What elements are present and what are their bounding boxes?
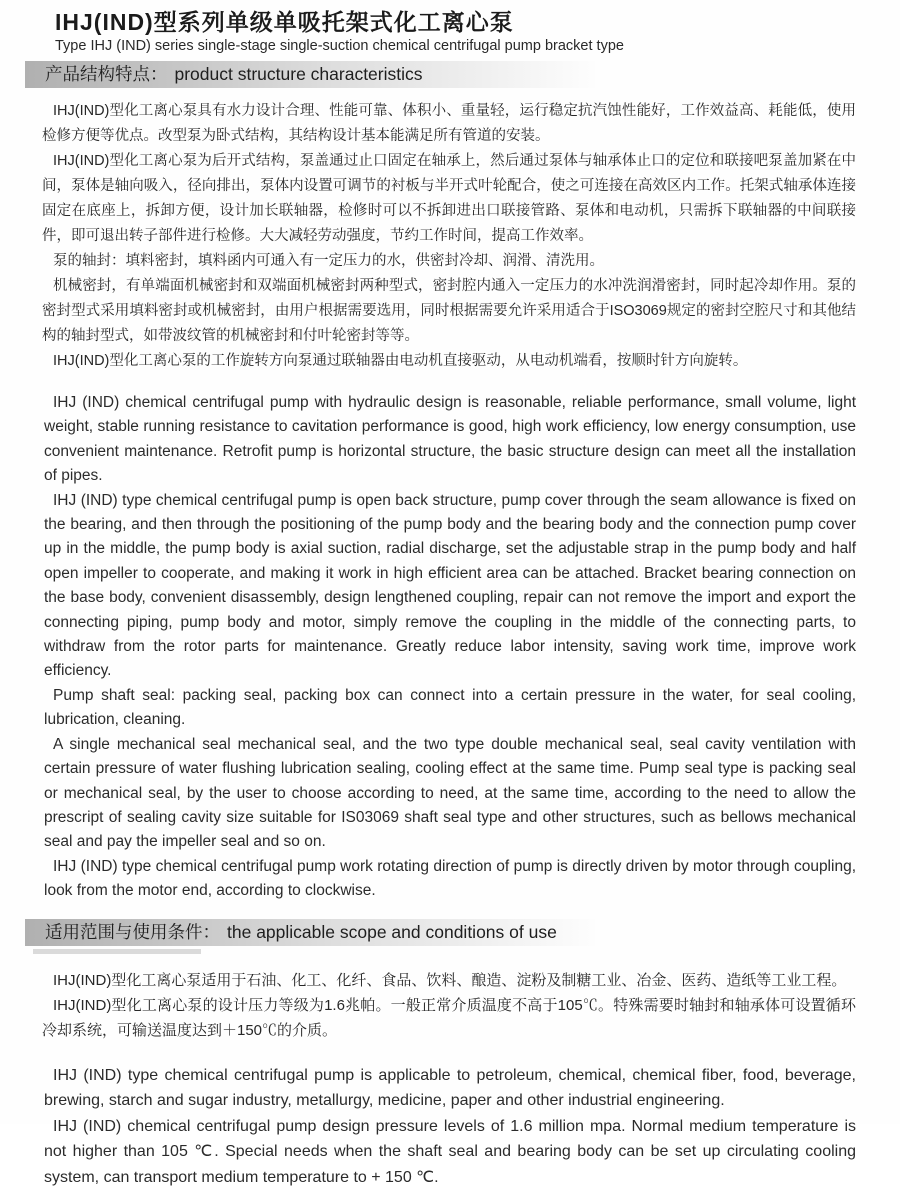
section-heading-zh: 适用范围与使用条件： bbox=[45, 921, 220, 942]
paragraph-en: IHJ (IND) chemical centrifugal pump design pressure levels of 1.6 million mpa. Normal medium temperature is not higher than 105 ℃. Special needs when the shaft seal and bearing body can be set up circulating cooling system, can transport medium temperature to + 150 ℃. bbox=[44, 1117, 856, 1186]
paragraph-zh: IHJ(IND)型化工离心泵具有水力设计合理、性能可靠、体积小、重量轻，运行稳定抗汽蚀性能好，工作效益高、耗能低，使用检修方便等优点。改型泵为卧式结构，其结构设计基本能满足所有管道的安装。 bbox=[42, 103, 856, 144]
english-text-block-scope bbox=[44, 1063, 856, 1191]
chinese-text-block-scope bbox=[42, 968, 856, 1043]
paragraph-zh: IHJ(IND)型化工离心泵为后开式结构，泵盖通过止口固定在轴承上，然后通过泵体与轴承体止口的定位和联接吧泵盖加紧在中间，泵体是轴向吸入，径向排出，泵体内设置可调节的衬板与半开式叶轮配合，使之可连接在高效区内工作。托架式轴承体连接固定在底座上，拆卸方便，设计加长联轴器，检修时可以不拆卸进出口联接管路、泵体和电动机，只需拆下联轴器的中间联接件，即可退出转子部件进行检修。大大减轻劳动强度，节约工作时间，提高工作效率。 bbox=[42, 153, 856, 244]
paragraph-zh: IHJ(IND)型化工离心泵的设计压力等级为1.6兆帕。一般正常介质温度不高于105℃。特殊需要时轴封和轴承体可设置循环冷却系统，可输送温度达到＋150℃的介质。 bbox=[42, 996, 856, 1039]
paragraph-en: A single mechanical seal mechanical seal, and the two type double mechanical seal, seal cavity ventilation with certain pressure of water flushing lubrication sealing, cooling effect at the same time. Pump seal type is packing seal or mechanical seal, by the user to choose according to need, at the same time, according to the need to allow the prescript of sealing cavity size suitable for IS03069 shaft seal type and other structures, such as bellows mechanical seal and pay the impeller seal and so on. bbox=[44, 735, 856, 851]
paragraph-zh: 机械密封，有单端面机械密封和双端面机械密封两种型式，密封腔内通入一定压力的水冲洗润滑密封，同时起冷却作用。泵的密封型式采用填料密封或机械密封，由用户根据需要选用，同时根据需要允许采用适合于ISO3069规定的密封空腔尺寸和其他结构的轴封型式，如带波纹管的机械密封和付叶轮密封等等。 bbox=[42, 278, 856, 344]
english-text-block-structure bbox=[44, 391, 856, 904]
section-heading-zh: 产品结构特点： bbox=[45, 64, 168, 84]
paragraph-zh: 泵的轴封：填料密封，填料函内可通入有一定压力的水，供密封冷却、润滑、清洗用。 bbox=[53, 253, 604, 269]
section-header-applicable-scope bbox=[25, 919, 630, 946]
paragraph-en: Pump shaft seal: packing seal, packing box can connect into a certain pressure in the water, for seal cooling, lubrication, cleaning. bbox=[44, 686, 856, 729]
paragraph-en: IHJ (IND) type chemical centrifugal pump is applicable to petroleum, chemical, chemical fiber, food, beverage, brewing, starch and sugar industry, metallurgy, medicine, paper and other industrial engineering. bbox=[44, 1066, 856, 1110]
section-header-product-structure bbox=[25, 61, 630, 88]
paragraph-en: IHJ (IND) chemical centrifugal pump with hydraulic design is reasonable, reliable performance, small volume, light weight, stable running resistance to cavitation performance is good, high work efficiency, low energy consumption, use convenient maintenance. Retrofit pump is horizontal structure, the basic structure design can meet all the installation of pipes. bbox=[44, 394, 856, 485]
paragraph-zh: IHJ(IND)型化工离心泵适用于石油、化工、化纤、食品、饮料、酿造、淀粉及制糖工业、冶金、医药、造纸等工业工程。 bbox=[53, 971, 847, 989]
paragraph-en: IHJ (IND) type chemical centrifugal pump is open back structure, pump cover through the seam allowance is fixed on the bearing, and then through the positioning of the pump body and the bearing body and the connection pump cover up in the middle, the pump body is axial suction, radial discharge, set the adjustable strap in the pump body and half open impeller to cooperate, and making it work in high efficient area can be attached. Bracket bearing connection on the base body, convenient disassembly, design lengthened coupling, repair can not remove the import and export the connecting piping, pump body and motor, simply remove the coupling in the middle of the connecting parts, to withdraw from the rotor parts for maintenance. Greatly reduce labor intensity, saving work time, improve work efficiency. bbox=[44, 491, 856, 680]
page-subtitle: Type IHJ (IND) series single-stage single-suction chemical centrifugal pump bracket type bbox=[55, 38, 624, 54]
section-heading-en: product structure characteristics bbox=[174, 64, 423, 84]
section-heading-en: the applicable scope and conditions of use bbox=[227, 921, 557, 942]
paragraph-zh: IHJ(IND)型化工离心泵的工作旋转方向泵通过联轴器由电动机直接驱动，从电动机端看，按顺时针方向旋转。 bbox=[53, 353, 748, 369]
paragraph-en: IHJ (IND) type chemical centrifugal pump work rotating direction of pump is directly driven by motor through coupling, look from the motor end, according to clockwise. bbox=[44, 857, 856, 900]
chinese-text-block-structure bbox=[42, 99, 856, 374]
page-title: IHJ(IND)型系列单级单吸托架式化工离心泵 bbox=[55, 9, 514, 35]
